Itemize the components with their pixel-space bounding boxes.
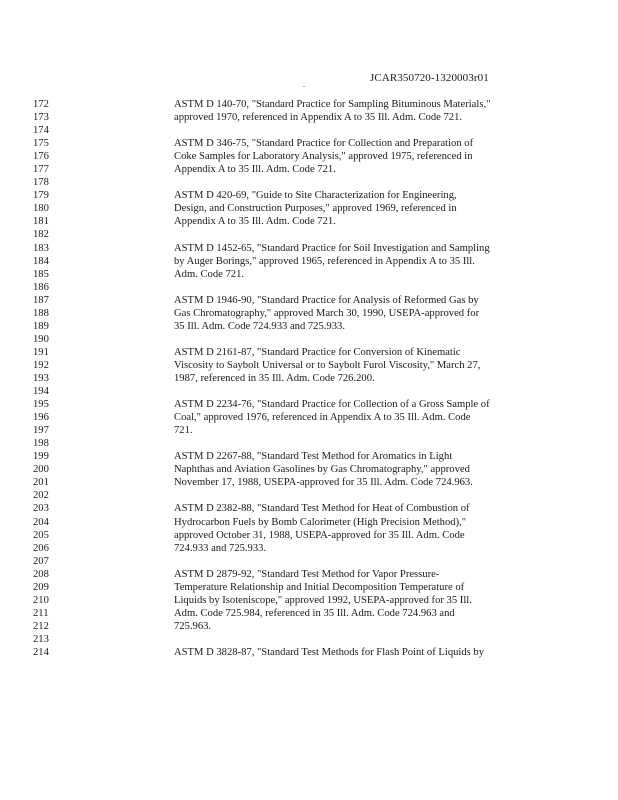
document-line — [0, 320, 618, 333]
document-line — [0, 242, 618, 255]
document-line — [0, 346, 618, 359]
document-line — [0, 255, 618, 268]
line-text: by Auger Borings," approved 1965, referenced in Appendix A to 35 Ill. — [174, 255, 475, 267]
document-line — [0, 529, 618, 542]
document-line — [0, 463, 618, 476]
line-text: ASTM D 2267-88, "Standard Test Method for Aromatics in Light — [174, 451, 453, 463]
line-text: Gas Chromatography," approved March 30, 1990, USEPA-approved for — [174, 307, 480, 319]
line-number: 190 — [33, 333, 49, 345]
line-text: ASTM D 1452-65, "Standard Practice for Soil Investigation and Sampling — [174, 242, 490, 254]
document-line — [0, 228, 618, 241]
document-line — [0, 333, 618, 346]
line-text: 1987, referenced in 35 Ill. Adm. Code 726.200. — [174, 372, 375, 384]
line-number: 185 — [33, 268, 49, 280]
line-text: ASTM D 2879-92, "Standard Test Method for Vapor Pressure- — [174, 568, 440, 580]
line-number: 210 — [33, 594, 49, 606]
line-number: 186 — [33, 281, 49, 293]
line-number: 182 — [33, 229, 49, 241]
line-number: 184 — [33, 255, 49, 267]
line-number: 183 — [33, 242, 49, 254]
document-line — [0, 555, 618, 568]
line-number: 188 — [33, 307, 49, 319]
document-line — [0, 163, 618, 176]
line-text: Coke Samples for Laboratory Analysis," approved 1975, referenced in — [174, 151, 473, 163]
line-number: 173 — [33, 112, 49, 124]
document-line — [0, 594, 618, 607]
line-number: 198 — [33, 438, 49, 450]
document-line — [0, 385, 618, 398]
document-id: JCAR350720-1320003r01 — [370, 72, 489, 84]
document-line — [0, 268, 618, 281]
line-number: 174 — [33, 125, 49, 137]
line-text: 724.933 and 725.933. — [174, 542, 267, 554]
line-number: 202 — [33, 490, 49, 502]
line-text: 725.963. — [174, 620, 212, 632]
line-text: ASTM D 1946-90, "Standard Practice for Analysis of Reformed Gas by — [174, 294, 479, 306]
line-number: 199 — [33, 451, 49, 463]
line-text: approved October 31, 1988, USEPA-approved for 35 Ill. Adm. Code — [174, 529, 465, 541]
line-text: ASTM D 2161-87, "Standard Practice for Conversion of Kinematic — [174, 346, 461, 358]
line-number: 208 — [33, 568, 49, 580]
document-line — [0, 476, 618, 489]
document-line — [0, 450, 618, 463]
document-line — [0, 542, 618, 555]
document-line — [0, 202, 618, 215]
document-line — [0, 307, 618, 320]
line-number: 207 — [33, 555, 49, 567]
document-line — [0, 646, 618, 659]
line-number: 209 — [33, 581, 49, 593]
line-text: Appendix A to 35 Ill. Adm. Code 721. — [174, 216, 336, 228]
line-number: 203 — [33, 503, 49, 515]
line-text: Design, and Construction Purposes," approved 1969, referenced in — [174, 203, 457, 215]
line-text: Liquids by Isoteniscope," approved 1992, USEPA-approved for 35 Ill. — [174, 594, 472, 606]
document-line — [0, 502, 618, 515]
document-body — [0, 98, 618, 659]
line-number: 189 — [33, 320, 49, 332]
document-line — [0, 581, 618, 594]
line-number: 187 — [33, 294, 49, 306]
line-text: November 17, 1988, USEPA-approved for 35 Ill. Adm. Code 724.963. — [174, 477, 473, 489]
line-number: 176 — [33, 151, 49, 163]
line-number: 206 — [33, 542, 49, 554]
line-number: 214 — [33, 646, 49, 658]
line-number: 191 — [33, 346, 49, 358]
document-line — [0, 124, 618, 137]
document-line — [0, 372, 618, 385]
line-number: 195 — [33, 399, 49, 411]
document-line — [0, 176, 618, 189]
document-line — [0, 620, 618, 633]
line-number: 212 — [33, 620, 49, 632]
line-text: Appendix A to 35 Ill. Adm. Code 721. — [174, 164, 336, 176]
line-number: 178 — [33, 177, 49, 189]
line-text: approved 1970, referenced in Appendix A to 35 Ill. Adm. Code 721. — [174, 112, 463, 124]
line-text: Hydrocarbon Fuels by Bomb Calorimeter (High Precision Method)," — [174, 516, 467, 528]
line-text: ASTM D 140-70, "Standard Practice for Sampling Bituminous Materials," — [174, 99, 491, 110]
document-line — [0, 215, 618, 228]
line-text: ASTM D 346-75, "Standard Practice for Collection and Preparation of — [174, 138, 474, 150]
document-line — [0, 398, 618, 411]
line-text: Adm. Code 725.984, referenced in 35 Ill. Adm. Code 724.963 and — [174, 607, 455, 619]
line-number: 211 — [33, 607, 49, 619]
document-line — [0, 359, 618, 372]
line-number: 204 — [33, 516, 49, 528]
document-line — [0, 411, 618, 424]
document-line — [0, 633, 618, 646]
document-line — [0, 137, 618, 150]
line-text: Coal," approved 1976, referenced in Appendix A to 35 Ill. Adm. Code — [174, 412, 471, 424]
line-number: 193 — [33, 372, 49, 384]
document-line — [0, 111, 618, 124]
line-text: Naphthas and Aviation Gasolines by Gas Chromatography," approved — [174, 464, 470, 476]
document-line — [0, 516, 618, 529]
line-number: 181 — [33, 216, 49, 228]
line-number: 200 — [33, 464, 49, 476]
document-line — [0, 424, 618, 437]
line-number: 201 — [33, 477, 49, 489]
line-text: 721. — [174, 425, 193, 437]
document-line — [0, 281, 618, 294]
document-line — [0, 568, 618, 581]
line-text: ASTM D 2382-88, "Standard Test Method for Heat of Combustion of — [174, 503, 470, 515]
line-number: 177 — [33, 164, 49, 176]
line-number: 192 — [33, 359, 49, 371]
line-number: 179 — [33, 190, 49, 202]
document-line — [0, 294, 618, 307]
document-line — [0, 150, 618, 163]
line-text: Viscosity to Saybolt Universal or to Saybolt Furol Viscosity," March 27, — [174, 359, 481, 371]
line-number: 172 — [33, 99, 49, 110]
line-text: ASTM D 3828-87, "Standard Test Methods for Flash Point of Liquids by — [174, 646, 485, 658]
document-line — [0, 437, 618, 450]
line-number: 180 — [33, 203, 49, 215]
line-number: 197 — [33, 425, 49, 437]
scan-mark: . — [303, 80, 305, 89]
line-number: 213 — [33, 633, 49, 645]
line-text: Temperature Relationship and Initial Decomposition Temperature of — [174, 581, 465, 593]
document-line — [0, 489, 618, 502]
line-text: ASTM D 2234-76, "Standard Practice for Collection of a Gross Sample of — [174, 399, 490, 411]
document-line — [0, 98, 618, 111]
line-text: Adm. Code 721. — [174, 268, 245, 280]
line-number: 194 — [33, 386, 49, 398]
document-line — [0, 607, 618, 620]
line-text: ASTM D 420-69, "Guide to Site Characterization for Engineering, — [174, 190, 457, 202]
line-number: 175 — [33, 138, 49, 150]
line-number: 205 — [33, 529, 49, 541]
document-line — [0, 189, 618, 202]
line-number: 196 — [33, 412, 49, 424]
line-text: 35 Ill. Adm. Code 724.933 and 725.933. — [174, 320, 345, 332]
